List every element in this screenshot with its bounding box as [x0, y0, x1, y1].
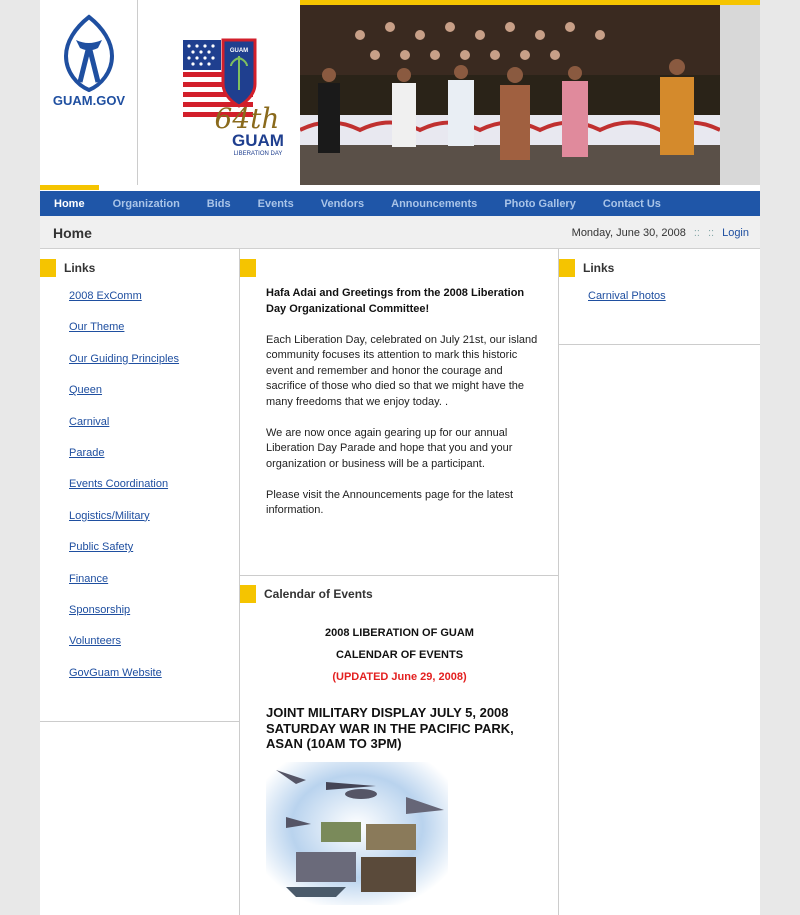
list-item [69, 666, 179, 697]
section-marker [559, 259, 575, 277]
list-item [69, 289, 179, 320]
seal-badge-text: GUAM [229, 48, 249, 54]
list-item [69, 320, 179, 351]
section-marker [240, 259, 256, 277]
page-header-bar [40, 216, 760, 249]
list-item [69, 603, 179, 634]
link-volunteers[interactable]: Volunteers [69, 635, 121, 648]
list-item [69, 446, 179, 477]
link-2008-excomm[interactable]: 2008 ExComm [69, 290, 142, 302]
link-carnival-photos[interactable]: Carnival Photos [588, 290, 666, 302]
link-our-theme[interactable]: Our Theme [69, 321, 125, 334]
seal-subtitle: LIBERATION DAY [233, 151, 283, 157]
site-header [40, 0, 760, 186]
welcome-greeting: Hafa Adai and Greetings from the 2008 Liberation Day Organizational Committee! [266, 287, 525, 315]
page-header-right [572, 227, 749, 239]
list-item [69, 540, 179, 571]
main-nav [40, 191, 760, 216]
welcome-paragraph: Please visit the Announcements page for the latest information. [266, 488, 514, 516]
ceremony-photo-icon [300, 5, 720, 185]
current-date: Monday, June 30, 2008 [571, 227, 686, 239]
separator: :: [693, 227, 700, 239]
right-links-list [588, 289, 666, 320]
guamgov-logo-text: GUAM.GOV [52, 93, 126, 108]
left-links-title: Links [64, 261, 96, 275]
header-photo-area [300, 0, 760, 185]
list-item [69, 572, 179, 603]
left-sidebar-empty [40, 722, 240, 915]
separator: :: [707, 227, 715, 239]
welcome-paragraph: We are now once again gearing up for our annual Liberation Day Parade and hope that you and your organization or business will be a participant. [266, 426, 513, 470]
nav-active-indicator [40, 185, 99, 190]
right-sidebar [559, 249, 760, 345]
link-guiding-principles[interactable]: Our Guiding Principles [69, 352, 180, 365]
military-display-image [266, 762, 448, 905]
list-item [588, 289, 666, 320]
left-sidebar [40, 249, 240, 722]
left-links-list [69, 289, 179, 697]
nav-item-organization[interactable]: Organization [112, 197, 180, 210]
nav-item-contact-us[interactable]: Contact Us [602, 197, 661, 210]
link-public-safety[interactable]: Public Safety [69, 541, 134, 554]
calendar-updated-note: (UPDATED June 29, 2008) [332, 671, 467, 683]
list-item [69, 477, 179, 508]
link-parade[interactable]: Parade [69, 446, 105, 459]
welcome-paragraph: Each Liberation Day, celebrated on July 21st, our island community focuses its attention to mark this historic event and remember and honor the courage and sacrifice of those who died so that we might have the many freedoms that we enjoy today. . [266, 333, 538, 408]
header-photo [300, 5, 720, 185]
guamgov-logo-icon [40, 0, 138, 185]
nav-item-events[interactable]: Events [257, 197, 294, 210]
liberation-seal-icon [139, 0, 299, 185]
liberation-day-seal [139, 0, 299, 185]
page-container [40, 0, 760, 915]
calendar-subheading: CALENDAR OF EVENTS [335, 649, 464, 661]
nav-item-announcements[interactable]: Announcements [391, 197, 478, 210]
login-link[interactable]: Login [722, 227, 749, 239]
nav-item-photo-gallery[interactable]: Photo Gallery [504, 197, 576, 210]
welcome-text [266, 286, 546, 534]
left-links-header [40, 259, 95, 277]
link-logistics-military[interactable]: Logistics/Military [69, 509, 150, 522]
link-carnival[interactable]: Carnival [69, 415, 110, 428]
nav-item-bids[interactable]: Bids [206, 197, 231, 210]
link-queen[interactable]: Queen [69, 384, 103, 397]
list-item [69, 415, 179, 446]
nav-item-home[interactable]: Home [54, 197, 85, 210]
link-sponsorship[interactable]: Sponsorship [69, 603, 131, 616]
section-marker [240, 585, 256, 603]
welcome-header [240, 259, 264, 277]
seal-title: GUAM [232, 131, 284, 150]
page-title: Home [53, 225, 92, 241]
divider [240, 575, 559, 576]
link-govguam-website[interactable]: GovGuam Website [69, 666, 162, 679]
military-collage-icon [266, 762, 448, 905]
right-links-header [559, 259, 614, 277]
calendar-event: JOINT MILITARY DISPLAY JULY 5, 2008 SATURDAY WAR IN THE PACIFIC PARK, ASAN (10AM TO 3PM) [266, 705, 514, 751]
list-item [69, 383, 179, 414]
list-item [69, 509, 179, 540]
right-links-title: Links [583, 261, 615, 275]
list-item [69, 634, 179, 665]
calendar-heading: 2008 LIBERATION OF GUAM [325, 627, 474, 639]
link-events-coordination[interactable]: Events Coordination [69, 478, 169, 491]
list-item [69, 352, 179, 383]
seal-number-script: 64th [214, 102, 280, 135]
section-marker [40, 259, 56, 277]
calendar-header [240, 585, 373, 603]
guamgov-logo[interactable] [40, 0, 138, 185]
link-finance[interactable]: Finance [69, 572, 109, 585]
main-content [240, 249, 559, 915]
calendar-title: Calendar of Events [264, 587, 373, 601]
nav-item-vendors[interactable]: Vendors [320, 197, 365, 210]
